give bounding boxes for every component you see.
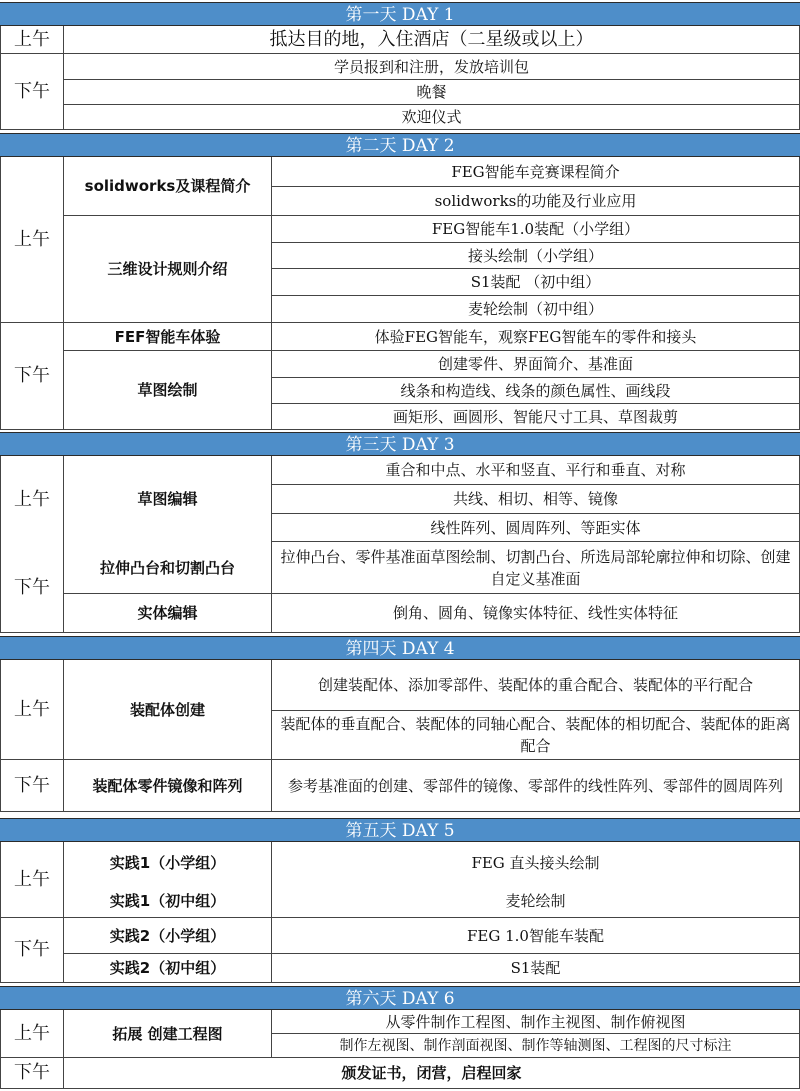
day-2-topic-title: 三维设计规则介绍: [64, 216, 272, 323]
day-4-topic-item: 装配体的垂直配合、装配体的同轴心配合、装配体的相切配合、装配体的距离配合: [272, 711, 800, 760]
day-4-topic-title: 装配体零件镜像和阵列: [64, 760, 272, 812]
day-2-topic-title: 草图绘制: [64, 351, 272, 430]
day-3-topic-title: 实体编辑: [64, 594, 272, 633]
day-2-topic-item: FEG智能车1.0装配（小学组）: [272, 216, 800, 243]
day-2-topic-item: S1装配 （初中组）: [272, 269, 800, 296]
day-1-header: 第一天 DAY 1: [0, 2, 800, 26]
day-6-pm-label: 下午: [0, 1058, 64, 1089]
day-6-am-label: 上午: [0, 1010, 64, 1058]
day-2-topic-item: 接头绘制（小学组）: [272, 243, 800, 269]
day-3-header: 第三天 DAY 3: [0, 432, 800, 456]
day-4-topic-item: 参考基准面的创建、零部件的镜像、零部件的线性阵列、零部件的圆周阵列: [272, 760, 800, 812]
day-5-practice-title: 实践2（初中组）: [64, 954, 272, 983]
day-6-topic-item: 制作左视图、制作剖面视图、制作等轴测图、工程图的尺寸标注: [272, 1034, 800, 1058]
day-1-pm-item: 欢迎仪式: [64, 105, 800, 130]
day-3-am-label: 上午: [0, 456, 64, 544]
day-3-topic-title: 草图编辑: [64, 456, 272, 542]
day-3-topic-item: 倒角、圆角、镜像实体特征、线性实体特征: [272, 594, 800, 633]
day-3-topic-item: 共线、相切、相等、镜像: [272, 485, 800, 514]
day-5-practice-text: FEG 直头接头绘制: [272, 842, 800, 884]
day-6-topic-item: 从零件制作工程图、制作主视图、制作俯视图: [272, 1010, 800, 1034]
day-2-topic-item: 画矩形、画圆形、智能尺寸工具、草图裁剪: [272, 404, 800, 430]
day-1-am-text: 抵达目的地，入住酒店（二星级或以上）: [64, 26, 800, 54]
day-2-topic-item: FEG智能车竞赛课程简介: [272, 157, 800, 187]
day-4-topic-item: 创建装配体、添加零部件、装配体的重合配合、装配体的平行配合: [272, 660, 800, 711]
day-5-practice-text: S1装配: [272, 954, 800, 983]
day-4-am-label: 上午: [0, 660, 64, 760]
day-3-pm-label: 下午: [0, 544, 64, 633]
day-5-practice-title: 实践2（小学组）: [64, 918, 272, 954]
day-2-topic-item: 麦轮绘制（初中组）: [272, 296, 800, 323]
day-2-topic-item: 创建零件、界面简介、基准面: [272, 351, 800, 378]
day-6-header: 第六天 DAY 6: [0, 986, 800, 1010]
day-5-practice-title: 实践1（初中组）: [64, 884, 272, 918]
day-4-header: 第四天 DAY 4: [0, 636, 800, 660]
day-2-am-label: 上午: [0, 157, 64, 323]
day-2-topic-item: 体验FEG智能车，观察FEG智能车的零件和接头: [272, 323, 800, 351]
day-2-topic-item: solidworks的功能及行业应用: [272, 187, 800, 216]
day-2-topic-title: solidworks及课程简介: [64, 157, 272, 216]
day-5-pm-label: 下午: [0, 918, 64, 983]
day-1-pm-label: 下午: [0, 54, 64, 130]
day-4-topic-title: 装配体创建: [64, 660, 272, 760]
day-2-topic-title: FEF智能车体验: [64, 323, 272, 351]
day-2-pm-label: 下午: [0, 323, 64, 430]
day-6-topic-title: 拓展 创建工程图: [64, 1010, 272, 1058]
day-3-topic-item: 重合和中点、水平和竖直、平行和垂直、对称: [272, 456, 800, 485]
day-5-am-label: 上午: [0, 842, 64, 918]
day-5-header: 第五天 DAY 5: [0, 818, 800, 842]
day-3-topic-title: 拉伸凸台和切割凸台: [64, 542, 272, 594]
day-4-pm-label: 下午: [0, 760, 64, 812]
day-2-header: 第二天 DAY 2: [0, 133, 800, 157]
day-6-pm-text: 颁发证书，闭营，启程回家: [64, 1058, 800, 1089]
day-2-topic-item: 线条和构造线、线条的颜色属性、画线段: [272, 378, 800, 404]
day-1-pm-item: 学员报到和注册，发放培训包: [64, 54, 800, 80]
day-5-practice-text: FEG 1.0智能车装配: [272, 918, 800, 954]
day-5-practice-title: 实践1（小学组）: [64, 842, 272, 884]
day-3-topic-item: 拉伸凸台、零件基准面草图绘制、切割凸台、所选局部轮廓拉伸和切除、创建自定义基准面: [272, 542, 800, 594]
day-1-pm-item: 晚餐: [64, 80, 800, 105]
day-3-topic-item: 线性阵列、圆周阵列、等距实体: [272, 514, 800, 542]
day-1-am-label: 上午: [0, 26, 64, 54]
day-5-practice-text: 麦轮绘制: [272, 884, 800, 918]
